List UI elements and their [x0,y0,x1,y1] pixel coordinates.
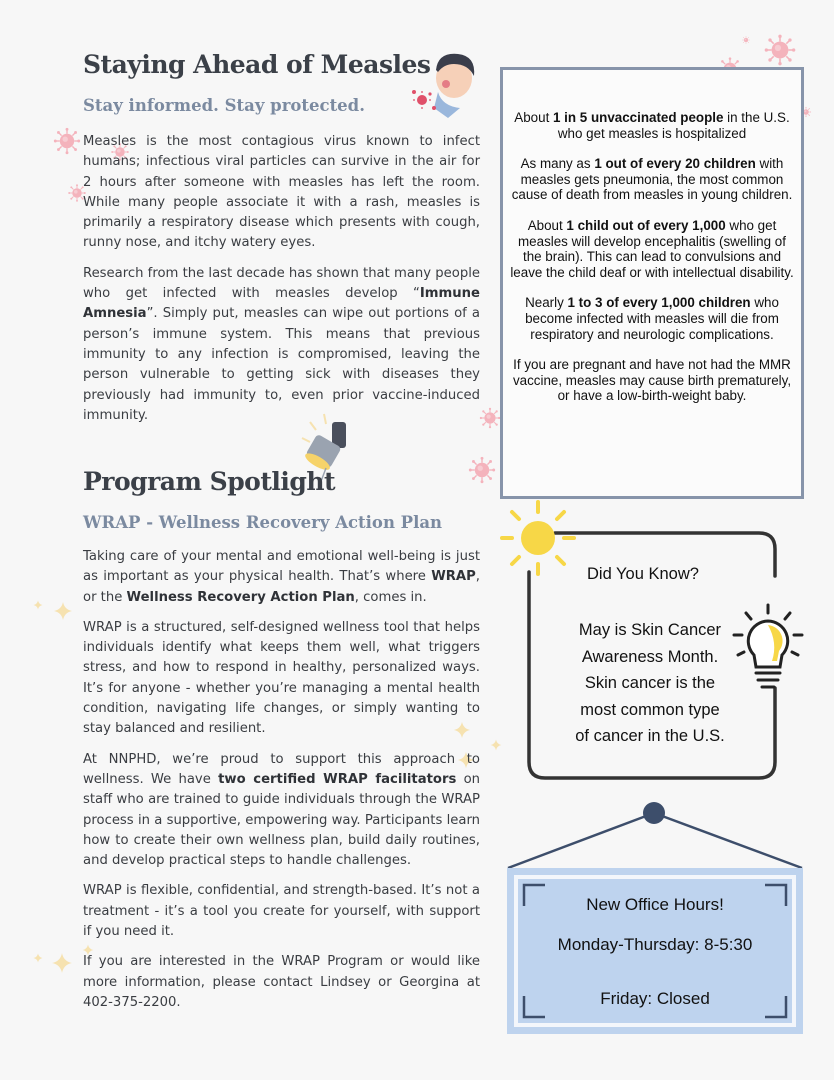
text-span: Research from the last decade has shown that many people who get infected with measles develop “ [83,265,480,302]
office-hours-weekdays: Monday-Thursday: 8-5:30 [557,935,753,954]
fact-highlight: 1 to 3 of every 1,000 children [567,295,751,311]
text-span: on staff who are trained to guide individuals through the WRAP process in a supportive, empowering way. Participants learn how to create their own wellness plan, build daily routines, and develop practical steps to handle challenges. [83,771,480,869]
office-hours-friday: Friday: Closed [600,989,710,1008]
fact-item [509,218,795,280]
text-span: with measles gets pneumonia, the most common cause of death from measles in young children. [511,156,793,203]
dyk-line: Awareness Month. [581,647,719,666]
text-span: ”. Simply put, measles can wipe out portions of a person’s immune system. This means that previous immunity to any infection is compromised, leaving the person vulnerable to getting sick with diseases they previously had immunity to, even prior vaccine-induced immunity. [83,306,480,423]
facts-list [509,110,795,419]
text-span: who become infected with measles will die from respiratory and neurologic complications. [525,295,779,342]
lightbulb-icon [732,603,804,699]
immune-amnesia-term: Immune Amnesia [83,286,480,322]
office-hours-title: New Office Hours! [586,895,724,914]
text-span: who get measles will develop encephalitis (swelling of the brain). This can lead to convulsions and leave the child deaf or with intellectual disability. [510,217,794,280]
fact-highlight: 1 out of every 20 children [594,156,756,172]
spotlight-body [83,547,480,1013]
fact-item [509,357,795,404]
spotlight-paragraph-5: If you are interested in the WRAP Program or would like more information, please contact Lindsey or Georgina at 402-375-2200. [83,954,480,1010]
dyk-line: May is Skin Cancer [578,621,722,639]
dyk-line: Skin cancer is the [584,674,716,692]
text-span: Nearly [525,295,568,311]
measles-facts-box [500,67,804,499]
sneezing-person-icon [408,48,478,120]
fact-highlight: 1 child out of every 1,000 [566,217,726,233]
text-span: Taking care of your mental and emotional well-being is just as important as your physical health. That’s where [83,549,480,585]
sun-icon [498,498,578,578]
text-span: in the U.S. who get measles is hospitalized [557,110,790,141]
text-span: About [527,217,567,233]
spotlight-subtitle: WRAP - Wellness Recovery Action Plan [83,513,443,532]
spotlight-paragraph-2: WRAP is a structured, self-designed wellness tool that helps individuals identify what keeps them well, what triggers stress, and how to respond in healthy, personalized ways. It’s for anyone - whether you’re managing a mental health condition, navigating life changes, or simply wanting to stay balanced and resilient. [83,619,480,737]
measles-subtitle: Stay informed. Stay protected. [83,96,365,115]
fact-item [509,110,795,141]
office-hours-sign [507,868,803,1034]
spotlight-paragraph-3 [83,750,480,872]
text-span: , or the [83,569,480,605]
did-you-know-text [550,617,750,750]
text-span: About [514,110,554,125]
fact-highlight: 1 in 5 unvaccinated people [553,110,724,125]
dyk-line: most common type [580,700,720,719]
measles-body [83,132,480,426]
wrap-term: WRAP [431,569,476,585]
dyk-line: of cancer in the U.S. [575,727,725,745]
measles-title: Staying Ahead of Measles [83,50,431,79]
text-span: , comes in. [354,589,427,605]
did-you-know-title: Did You Know? [587,565,699,583]
facilitators-highlight: two certified WRAP facilitators [218,771,457,787]
wrap-full-name: Wellness Recovery Action Plan [126,589,355,605]
text-span: As many as [520,156,595,172]
sign-hanger [505,800,805,872]
text-span: If you are pregnant and have not had the MMR vaccine, measles may cause birth prematurely, or have a low-birth-weight baby. [512,357,792,404]
spotlight-paragraph-4: WRAP is flexible, confidential, and strength-based. It’s not a treatment - it’s a tool you create for yourself, with support if you need it. [83,883,480,940]
measles-paragraph-1: Measles is the most contagious virus known to infect humans; infectious viral particles can survive in the air for 2 hours after someone with measles has left the room. While many people associate it with a rash, measles is primarily a respiratory disease which presents with cough, runny nose, and itchy watery eyes. [83,134,480,251]
spotlight-paragraph-1 [83,547,480,608]
measles-paragraph-2 [83,264,480,426]
spotlight-title: Program Spotlight [83,467,336,496]
fact-item [509,156,795,203]
text-span: At NNPHD, we’re proud to support this approach to wellness. We have [83,751,480,787]
fact-item [509,295,795,342]
